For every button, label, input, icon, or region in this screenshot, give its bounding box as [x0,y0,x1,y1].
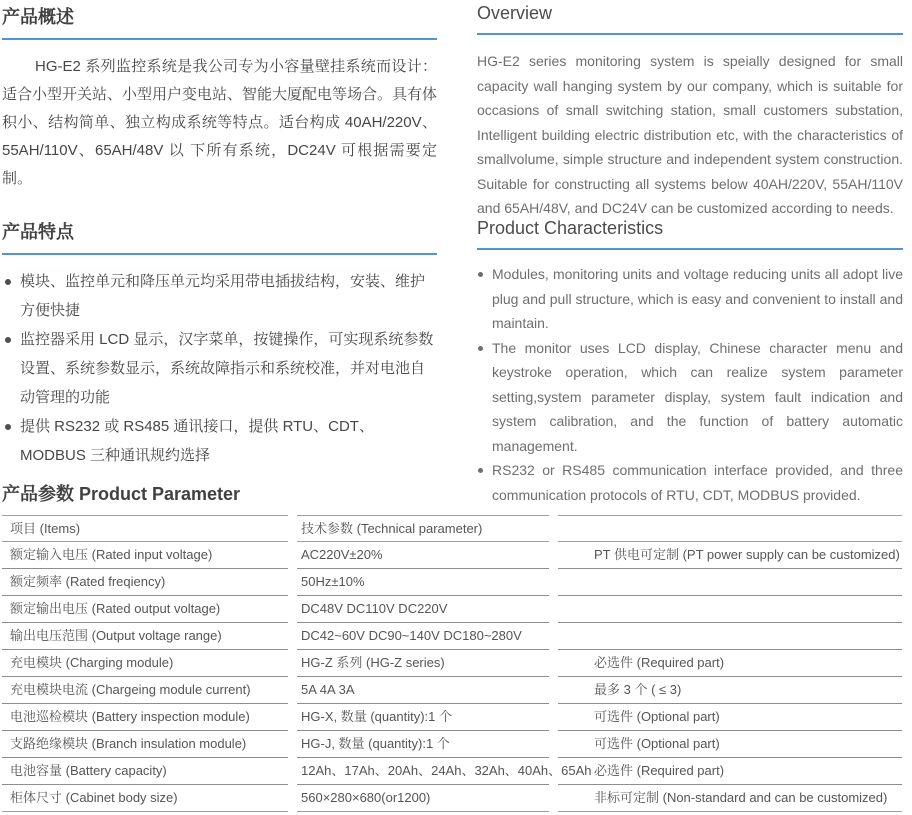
cell-note [558,569,902,596]
cell-item: 额定频率 (Rated freqiency) [2,569,288,596]
feature-item: RS232 or RS485 communication interface provided, and three communication protocols of RTU, CDT, MODBUS provided. [477,458,903,507]
features-list-en [477,262,903,507]
feature-item: The monitor uses LCD display, Chinese character menu and keystroke operation, which can realize system parameter setting,system parameter display, system fault indication and system calibration, and the function of battery automatic management. [477,336,903,459]
header-cell-technical-parameter: 技术参数 (Technical parameter) [297,515,549,542]
cell-note: 可选件 (Optional part) [558,731,902,758]
cell-item: 充电模块 (Charging module) [2,650,288,677]
cell-item: 电池容量 (Battery capacity) [2,758,288,785]
cell-note: 非标可定制 (Non-standard and can be customized) [558,785,902,812]
features-title-en: Product Characteristics [477,218,903,250]
cell-param: 560×280×680(or1200) [297,785,549,812]
cell-note: 最多 3 个 ( ≤ 3) [558,677,902,704]
table-row [2,623,902,650]
cell-param: 5A 4A 3A [297,677,549,704]
cell-item: 额定输出电压 (Rated output voltage) [2,596,288,623]
table-row [2,731,902,758]
table-row [2,785,902,812]
table-row [2,704,902,731]
table-row [2,569,902,596]
cell-param: 50Hz±10% [297,569,549,596]
parameter-table [2,515,902,812]
cell-param: AC220V±20% [297,542,549,569]
cell-param: HG-X, 数量 (quantity):1 个 [297,704,549,731]
cell-param: DC48V DC110V DC220V [297,596,549,623]
table-row [2,650,902,677]
cell-note: 可选件 (Optional part) [558,704,902,731]
table-row [2,677,902,704]
cell-param: 12Ah、17Ah、20Ah、24Ah、32Ah、40Ah、65Ah [297,758,549,785]
cell-param: DC42~60V DC90~140V DC180~280V [297,623,549,650]
cell-item: 额定输入电压 (Rated input voltage) [2,542,288,569]
feature-item: 提供 RS232 或 RS485 通讯接口，提供 RTU、CDT、MODBUS 三种通讯规约选择 [2,412,437,470]
table-row [2,596,902,623]
table-row [2,758,902,785]
features-list-cn [2,267,437,470]
cell-param: HG-J, 数量 (quantity):1 个 [297,731,549,758]
parameters-title: 产品参数 Product Parameter [2,484,241,504]
header-cell-items: 项目 (Items) [2,515,288,542]
overview-body-en: HG-E2 series monitoring system is speially designed for small capacity wall hanging system by our company, which is suitable for occasions of small switching station, small customers substation, Intelligent building electric distribution etc, with the characteristics of smallvolume, simple structure and independent system construction. Suitable for constructing all systems below 40AH/220V, 55AH/110V and 65AH/48V, and DC24V can be customized according to needs. [477,53,903,216]
overview-title-en: Overview [477,3,903,35]
feature-item: 模块、监控单元和降压单元均采用带电插拔结构，安装、维护方便快捷 [2,267,437,325]
cell-note [558,623,902,650]
cell-item: 支路绝缘模块 (Branch insulation module) [2,731,288,758]
overview-title-cn: 产品概述 [2,3,437,40]
overview-section-cn [2,3,437,193]
features-section-cn [2,218,437,470]
cell-item: 输出电压范围 (Output voltage range) [2,623,288,650]
header-cell-note [558,515,902,542]
cell-param: HG-Z 系列 (HG-Z series) [297,650,549,677]
features-section-en [477,218,903,507]
cell-item: 柜体尺寸 (Cabinet body size) [2,785,288,812]
parameter-table-header-row [2,515,902,542]
cell-note: 必选件 (Required part) [558,650,902,677]
feature-item: Modules, monitoring units and voltage reducing units all adopt live plug and pull structure, which is easy and convenient to install and maintain. [477,262,903,336]
overview-section-en [477,3,903,221]
cell-note: 必选件 (Required part) [558,758,902,785]
cell-item: 电池巡检模块 (Battery inspection module) [2,704,288,731]
overview-body-cn: HG-E2 系列监控系统是我公司专为小容量壁挂系统而设计：适合小型开关站、小型用户变电站、智能大厦配电等场合。具有体积小、结构简单、独立构成系统等特点。适台构成 40AH/220V、55AH/110V、65AH/48V 以 下所有系统，DC24V 可根据需要定制。 [2,58,438,187]
cell-note [558,596,902,623]
features-title-cn: 产品特点 [2,218,437,255]
cell-item: 充电模块电流 (Chargeing module current) [2,677,288,704]
feature-item: 监控器采用 LCD 显示，汉字菜单，按键操作，可实现系统参数设置、系统参数显示，系统故障指示和系统校准，并对电池自动管理的功能 [2,325,437,412]
table-row [2,542,902,569]
cell-note: PT 供电可定制 (PT power supply can be customized) [558,542,902,569]
